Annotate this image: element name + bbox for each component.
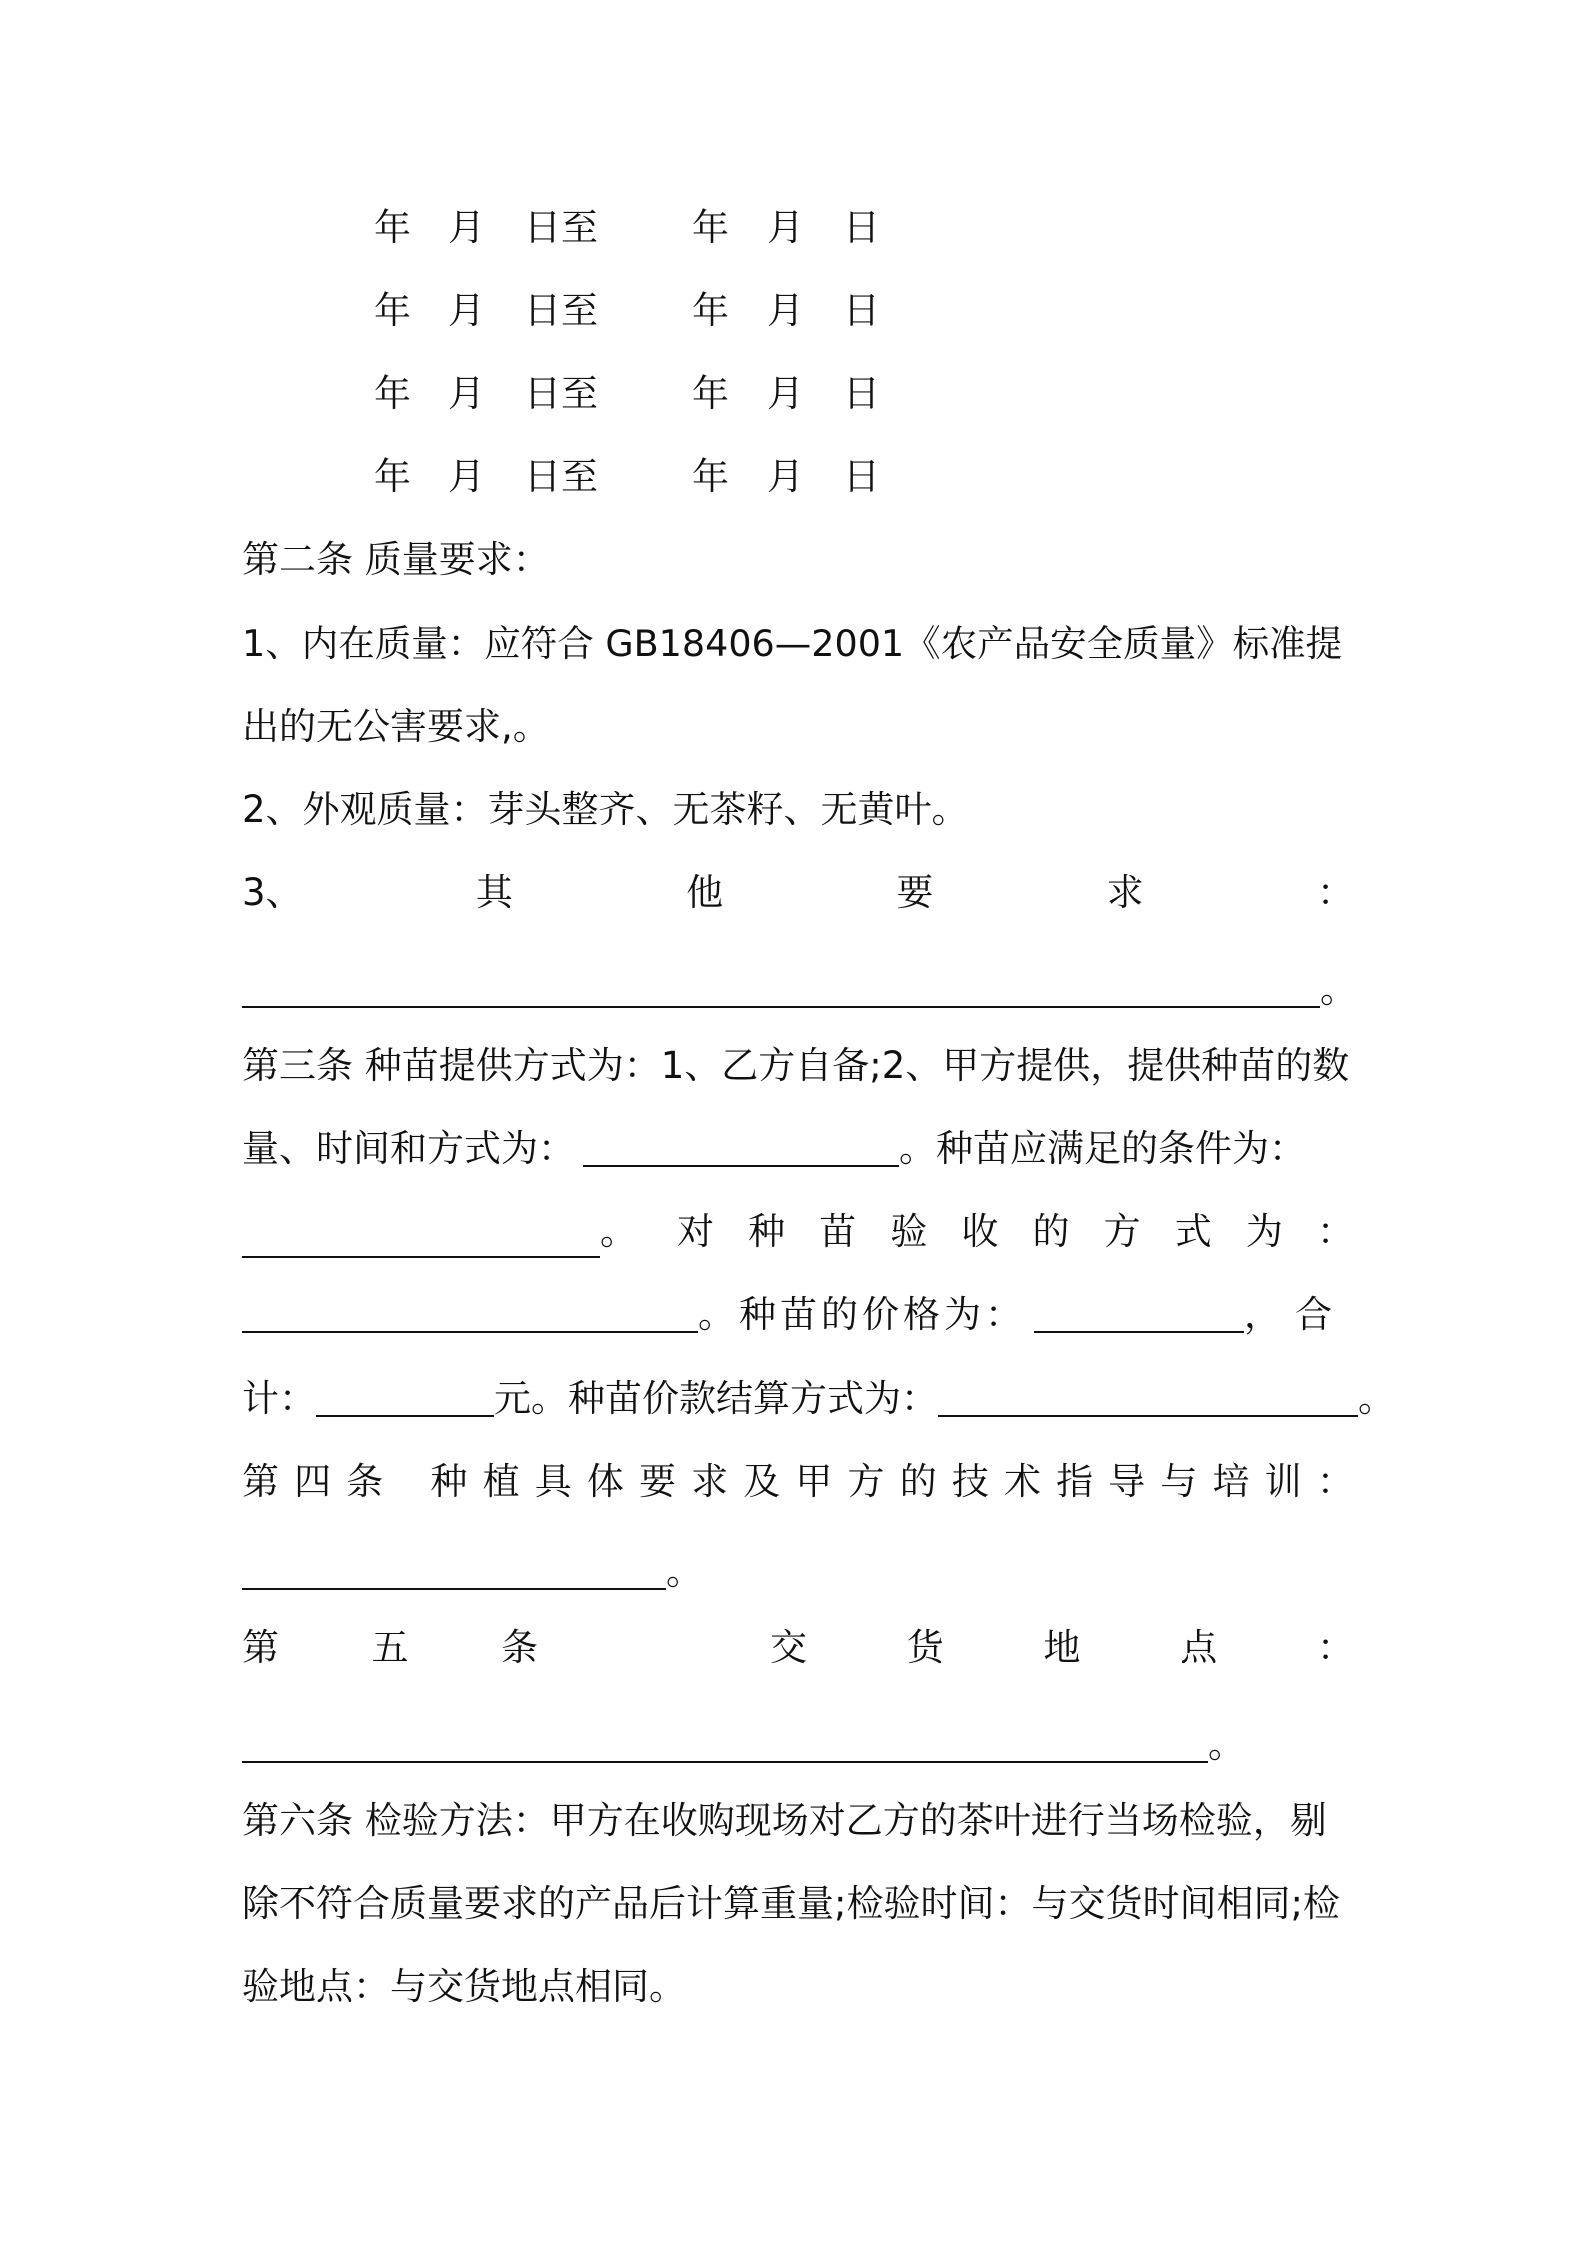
spaced-word: 第 bbox=[242, 1626, 279, 1669]
day-label: 日 bbox=[843, 372, 880, 415]
article-6-line-3: 验地点：与交货地点相同。 bbox=[242, 1965, 686, 2008]
fill-blank[interactable] bbox=[583, 1115, 899, 1167]
spaced-word: 植 bbox=[482, 1460, 520, 1503]
item-3-word: 要 bbox=[896, 871, 934, 914]
spaced-word: 对 bbox=[677, 1210, 714, 1253]
fill-blank[interactable] bbox=[242, 1538, 666, 1590]
fill-blank[interactable] bbox=[242, 1281, 698, 1333]
article-2-item-3 bbox=[242, 851, 1354, 935]
spaced-word: 验 bbox=[890, 1210, 928, 1253]
spaced-word: 点 bbox=[1180, 1626, 1218, 1669]
spaced-word: 培 bbox=[1212, 1460, 1250, 1503]
spaced-word: 具 bbox=[534, 1460, 572, 1503]
spaced-word: 种 bbox=[430, 1460, 468, 1503]
spaced-word: 四 bbox=[294, 1460, 332, 1503]
spaced-word: 指 bbox=[1056, 1460, 1094, 1503]
fill-blank[interactable] bbox=[938, 1365, 1358, 1417]
spaced-word: 方 bbox=[847, 1460, 885, 1503]
day-label: 日 bbox=[843, 455, 880, 498]
spaced-word: 导 bbox=[1108, 1460, 1146, 1503]
day-label: 日 bbox=[843, 289, 880, 332]
spaced-word: 收 bbox=[961, 1210, 999, 1253]
article-6-line-1: 第六条 检验方法：甲方在收购现场对乙方的茶叶进行当场检验，剔 bbox=[242, 1799, 1327, 1842]
article-2-item-3-blank-line bbox=[242, 948, 1357, 1032]
spaced-word: 及 bbox=[743, 1460, 781, 1503]
year-label: 年 bbox=[692, 289, 729, 332]
item-3-word: 其 bbox=[475, 871, 513, 914]
fill-blank[interactable] bbox=[242, 1206, 600, 1258]
spaced-word: ： bbox=[1316, 1210, 1354, 1253]
day-to-label: 日至 bbox=[524, 372, 598, 415]
spaced-word: 种 bbox=[748, 1210, 786, 1253]
month-label: 月 bbox=[767, 372, 804, 415]
article-3-line-4 bbox=[242, 1273, 1354, 1357]
end-mark: 。 bbox=[1320, 968, 1357, 1011]
spaced-word: ： bbox=[1316, 1460, 1354, 1503]
text-segment: 。 bbox=[1358, 1377, 1395, 1420]
spaced-word: 术 bbox=[1003, 1460, 1041, 1503]
spaced-word: 货 bbox=[906, 1626, 944, 1669]
item-3-word: ： bbox=[1316, 871, 1354, 914]
article-5-blank-line bbox=[242, 1703, 1354, 1787]
text-segment: 。种苗应满足的条件为： bbox=[899, 1127, 1306, 1170]
spaced-word: 条 bbox=[346, 1460, 384, 1503]
spaced-word: 求 bbox=[691, 1460, 729, 1503]
end-mark: 。 bbox=[1208, 1723, 1245, 1766]
day-to-label: 日至 bbox=[524, 455, 598, 498]
article-6-line-2: 除不符合质量要求的产品后计算重量;检验时间：与交货时间相同;检 bbox=[242, 1882, 1340, 1925]
article-4-blank-line bbox=[242, 1530, 1354, 1614]
spaced-word: 的 bbox=[899, 1460, 937, 1503]
spaced-word: 的 bbox=[1032, 1210, 1070, 1253]
year-label: 年 bbox=[692, 372, 729, 415]
article-2-item-2: 2、外观质量：芽头整齐、无茶籽、无黄叶。 bbox=[242, 788, 969, 831]
fill-blank[interactable] bbox=[242, 1711, 1208, 1763]
end-mark: 。 bbox=[666, 1550, 703, 1593]
day-to-label: 日至 bbox=[524, 289, 598, 332]
month-label: 月 bbox=[767, 289, 804, 332]
year-label: 年 bbox=[374, 289, 411, 332]
article-2-heading: 第二条 质量要求： bbox=[242, 538, 550, 581]
year-label: 年 bbox=[374, 372, 411, 415]
year-label: 年 bbox=[692, 455, 729, 498]
spaced-word: 要 bbox=[638, 1460, 676, 1503]
text-segment: 。 bbox=[600, 1210, 637, 1253]
spaced-word: 式 bbox=[1174, 1210, 1212, 1253]
year-label: 年 bbox=[692, 206, 729, 249]
text-segment: ，合 bbox=[1244, 1293, 1346, 1336]
spaced-word: 方 bbox=[1103, 1210, 1141, 1253]
item-3-word: 3、 bbox=[242, 871, 303, 914]
article-3-line-3 bbox=[242, 1190, 1354, 1274]
article-2-item-1-cont: 出的无公害要求,。 bbox=[242, 705, 550, 748]
spaced-word: 训 bbox=[1264, 1460, 1302, 1503]
article-5-heading bbox=[242, 1606, 1354, 1690]
month-label: 月 bbox=[448, 206, 485, 249]
month-label: 月 bbox=[767, 455, 804, 498]
article-2-item-1: 1、内在质量：应符合 GB18406—2001《农产品安全质量》标准提 bbox=[242, 622, 1343, 665]
article-3-line-5 bbox=[242, 1357, 1395, 1441]
spaced-word: 第 bbox=[242, 1460, 279, 1503]
item-3-word: 求 bbox=[1106, 871, 1144, 914]
article-3-line-2 bbox=[242, 1107, 1354, 1191]
spaced-word: 为 bbox=[1245, 1210, 1283, 1253]
spaced-word: 体 bbox=[586, 1460, 624, 1503]
month-label: 月 bbox=[767, 206, 804, 249]
spaced-word: 条 bbox=[501, 1626, 538, 1669]
text-segment: 。种苗的价格为： bbox=[698, 1293, 1026, 1336]
day-label: 日 bbox=[843, 206, 880, 249]
spaced-word: 交 bbox=[770, 1626, 807, 1669]
spaced-word: ： bbox=[1317, 1626, 1354, 1669]
month-label: 月 bbox=[448, 455, 485, 498]
fill-blank[interactable] bbox=[242, 956, 1320, 1008]
year-label: 年 bbox=[374, 455, 411, 498]
text-segment: 元。种苗价款结算方式为： bbox=[494, 1377, 938, 1420]
spaced-word: 苗 bbox=[819, 1210, 857, 1253]
year-label: 年 bbox=[374, 206, 411, 249]
spaced-word: 与 bbox=[1160, 1460, 1198, 1503]
spaced-word: 地 bbox=[1043, 1626, 1081, 1669]
month-label: 月 bbox=[448, 289, 485, 332]
spaced-word: 甲 bbox=[795, 1460, 833, 1503]
fill-blank[interactable] bbox=[316, 1365, 494, 1417]
month-label: 月 bbox=[448, 372, 485, 415]
text-segment: 量、时间和方式为： bbox=[242, 1127, 575, 1170]
article-3-line-1: 第三条 种苗提供方式为：1、乙方自备;2、甲方提供，提供种苗的数 bbox=[242, 1044, 1350, 1087]
item-3-word: 他 bbox=[686, 871, 724, 914]
spaced-word: 五 bbox=[371, 1626, 409, 1669]
text-segment: 计： bbox=[242, 1377, 316, 1420]
fill-blank[interactable] bbox=[1034, 1281, 1244, 1333]
day-to-label: 日至 bbox=[524, 206, 598, 249]
spaced-word: 技 bbox=[951, 1460, 989, 1503]
article-4-heading bbox=[242, 1440, 1354, 1524]
